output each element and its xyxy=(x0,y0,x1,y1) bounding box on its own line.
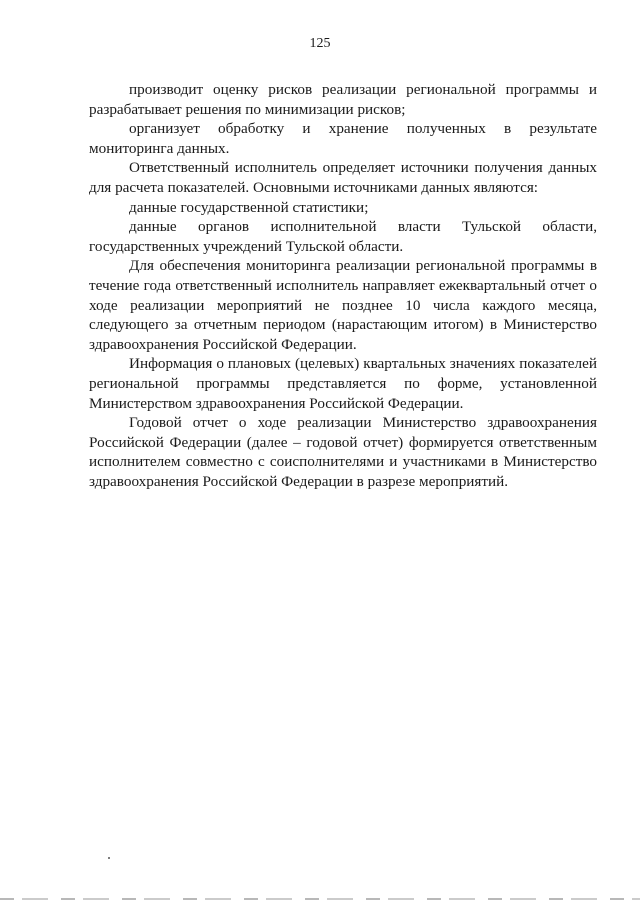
document-body xyxy=(89,80,597,491)
scan-bottom-edge xyxy=(0,898,640,900)
page-number: 125 xyxy=(309,36,331,51)
paragraph: Годовой отчет о ходе реализации Министерство здравоохранения Российской Федерации (далее – годовой отчет) формируется ответственным исполнителем совместно с соисполнителями и участниками в Министерство здравоохранения Российской Федерации в разрезе мероприятий. xyxy=(89,414,597,490)
paragraph: данные государственной статистики; xyxy=(129,198,369,216)
scan-speck xyxy=(108,857,110,859)
paragraph: данные органов исполнительной власти Тульской области, государственных учреждений Тульской области. xyxy=(89,218,597,255)
paragraph: Информация о плановых (целевых) квартальных значениях показателей региональной программы представляется по форме, установленной Министерством здравоохранения Российской Федерации. xyxy=(89,355,597,412)
paragraph: организует обработку и хранение полученных в результате мониторинга данных. xyxy=(89,120,597,157)
paragraph: Для обеспечения мониторинга реализации региональной программы в течение года ответственный исполнитель направляет ежеквартальный отчет о ходе реализации мероприятий не позднее 10 числа каждого месяца, следующего за отчетным периодом (нарастающим итогом) в Министерство здравоохранения Российской Федерации. xyxy=(89,257,597,353)
paragraph: производит оценку рисков реализации региональной программы и разрабатывает решения по минимизации рисков; xyxy=(89,81,597,118)
paragraph: Ответственный исполнитель определяет источники получения данных для расчета показателей. Основными источниками данных являются: xyxy=(89,159,597,196)
